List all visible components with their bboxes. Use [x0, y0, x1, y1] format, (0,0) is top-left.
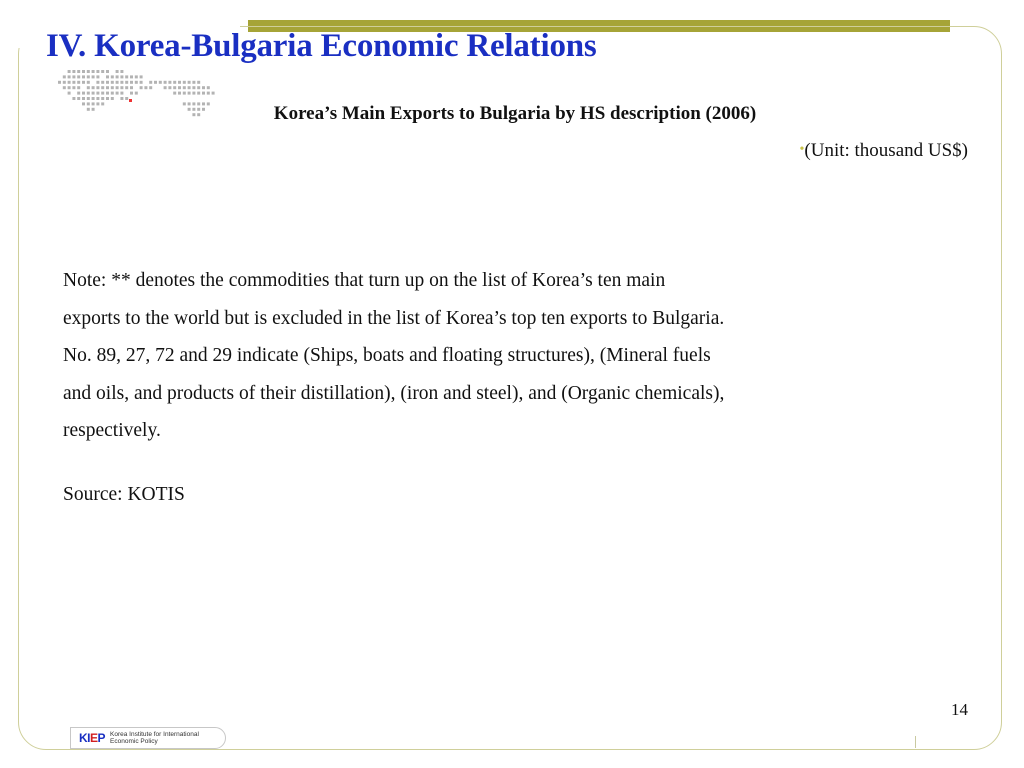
unit-label [799, 140, 968, 162]
bottom-tick [915, 736, 916, 748]
map-highlight-dot [129, 99, 132, 102]
note-text [63, 262, 963, 450]
note-line: respectively. [63, 420, 161, 441]
kiep-logo [70, 727, 226, 749]
note-line: and oils, and products of their distillation), (iron and steel), and (Organic chemicals), [63, 382, 725, 404]
page-number: 14 [951, 700, 968, 719]
unit-bullet: • [799, 142, 805, 157]
slide-title: IV. Korea-Bulgaria Economic Relations [46, 28, 597, 64]
chart-subtitle: Korea’s Main Exports to Bulgaria by HS description (2006) [273, 103, 757, 124]
note-line: exports to the world but is excluded in the list of Korea’s top ten exports to Bulgaria. [63, 307, 725, 329]
source-text: Source: KOTIS [63, 484, 185, 505]
note-line: Note: ** denotes the commodities that turn up on the list of Korea’s ten main [63, 270, 666, 291]
unit-text: (Unit: thousand US$) [804, 140, 968, 161]
kiep-logo-mark: KIEP [79, 731, 106, 745]
note-line: No. 89, 27, 72 and 29 indicate (Ships, boats and floating structures), (Mineral fuels [63, 345, 711, 366]
kiep-logo-text: Korea Institute for International Economic Policy [110, 731, 199, 745]
